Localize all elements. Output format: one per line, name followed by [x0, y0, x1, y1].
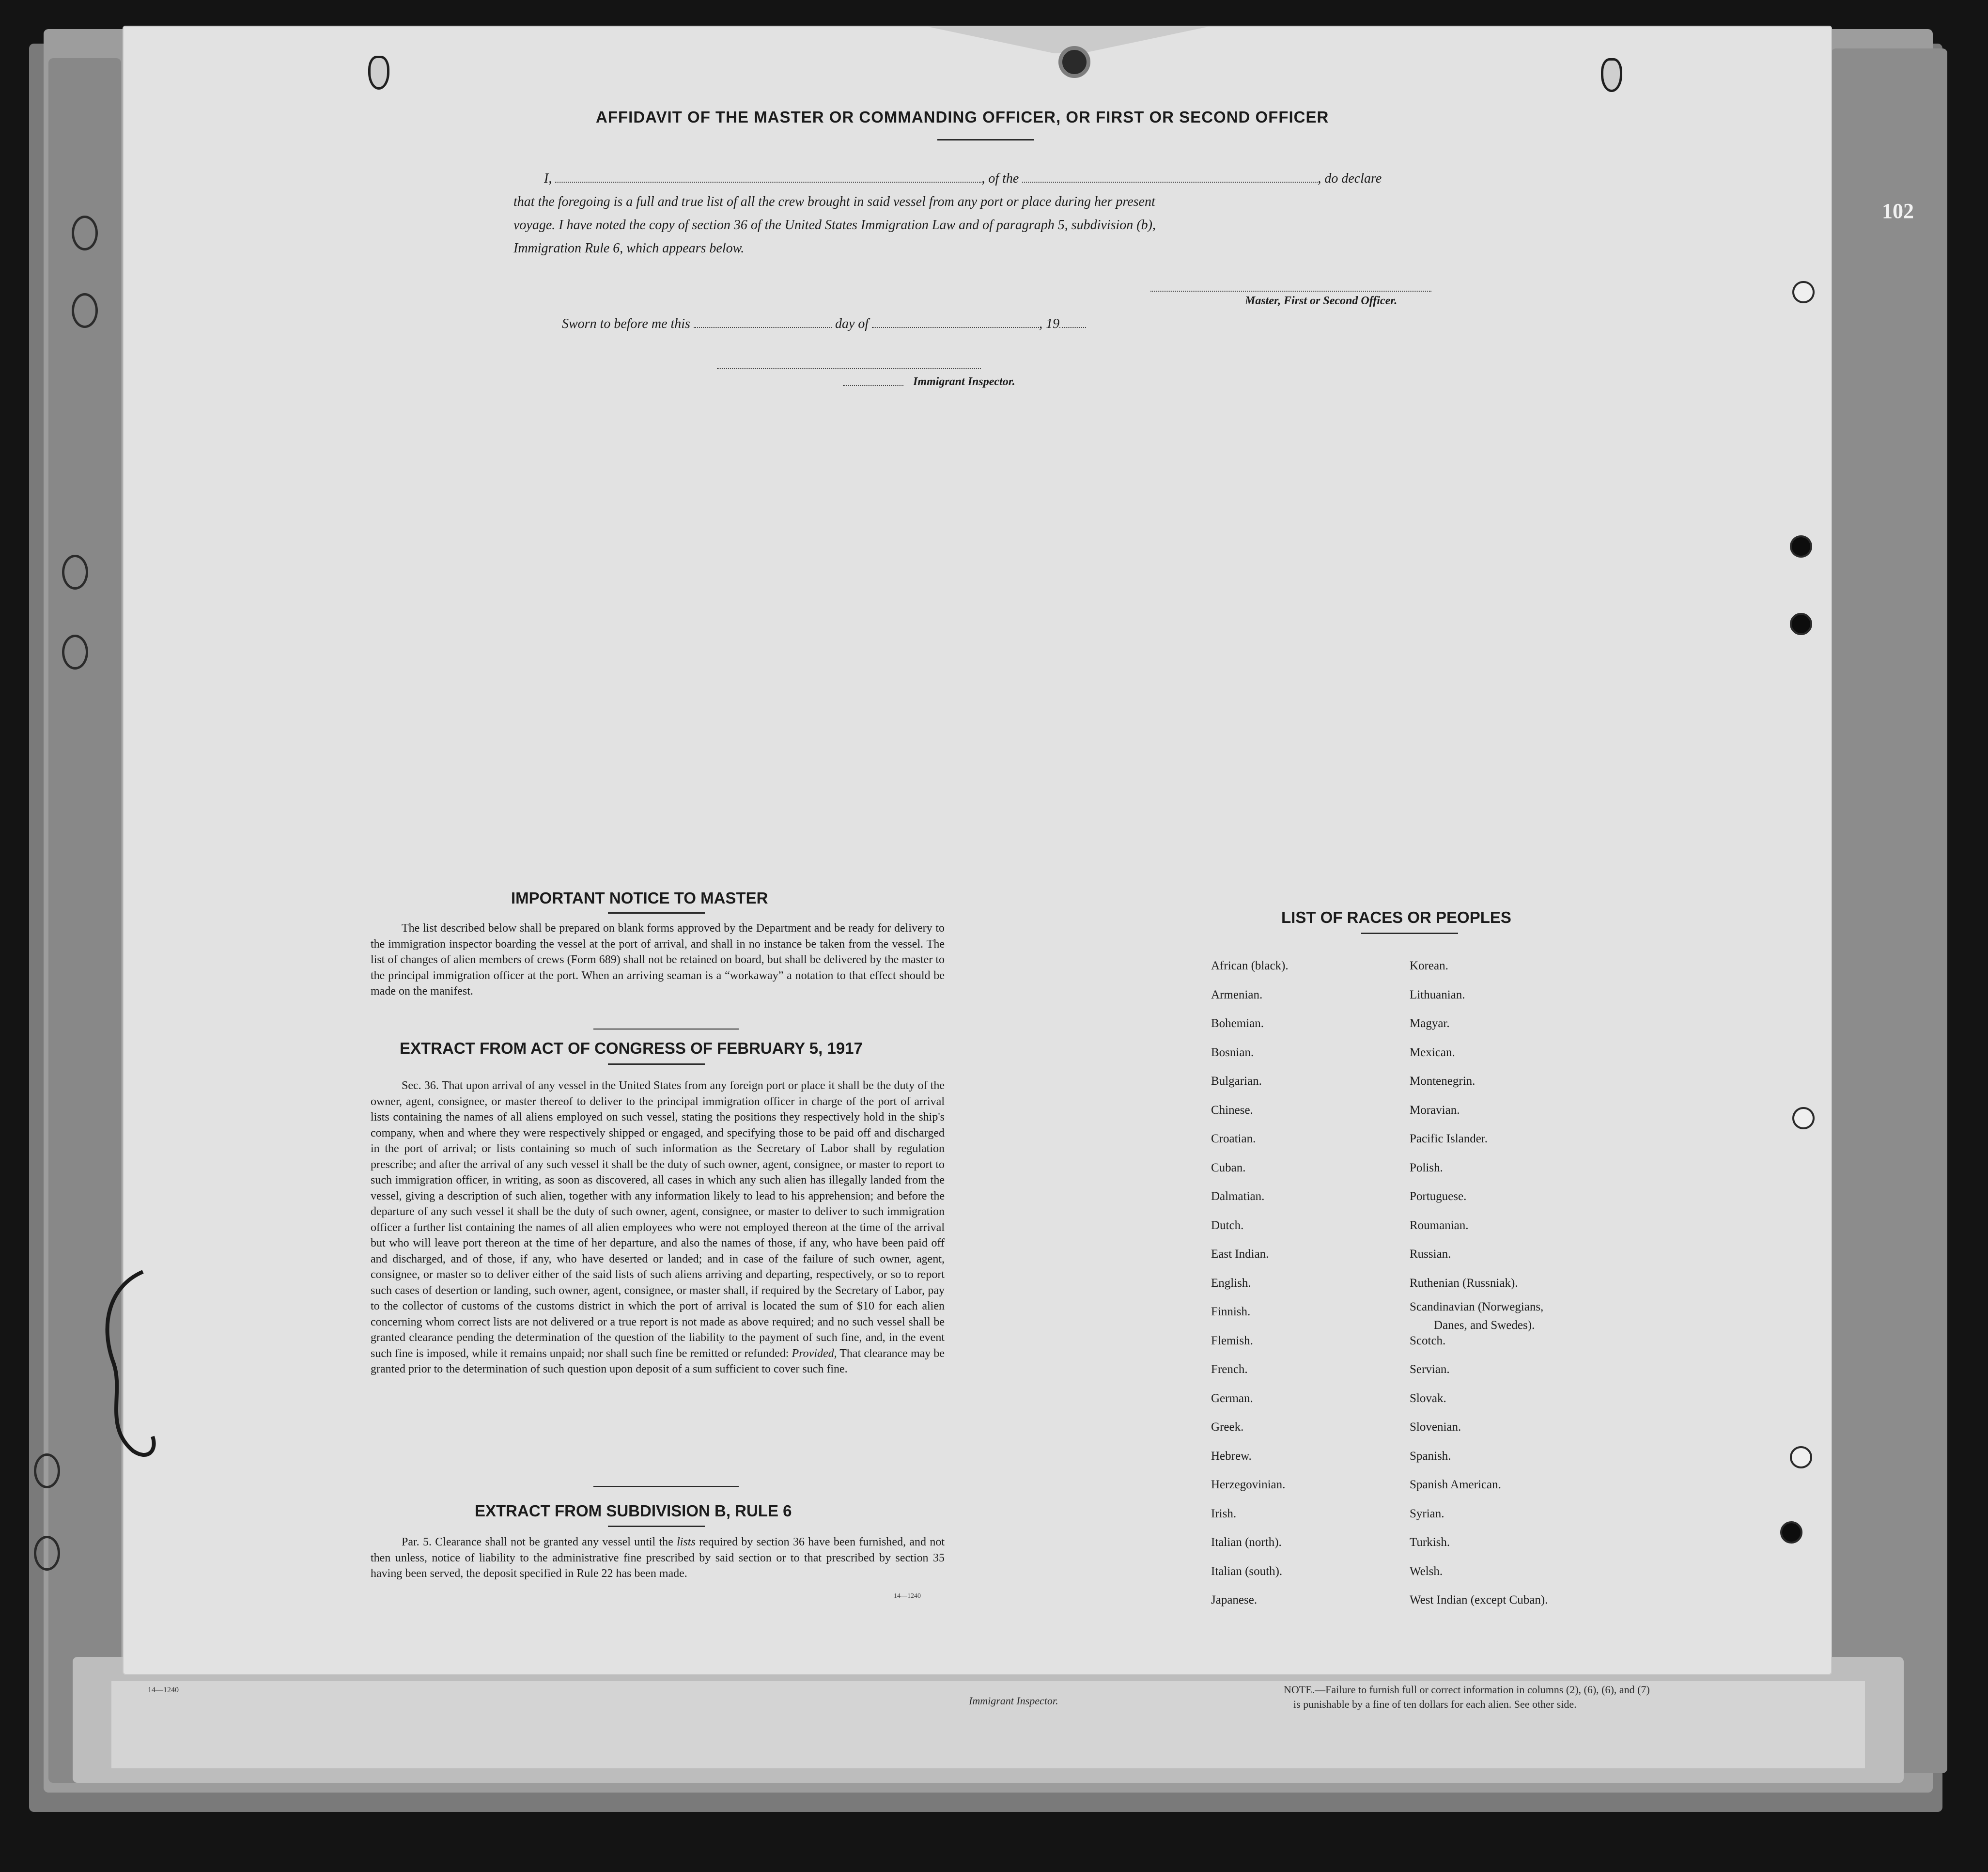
- affidavit-title: AFFIDAVIT OF THE MASTER OR COMMANDING OFFICER, OR FIRST OR SECOND OFFICER: [596, 108, 1329, 126]
- race-item: English.: [1211, 1276, 1251, 1290]
- race-item: Finnish.: [1211, 1305, 1251, 1318]
- punch-hole-icon: [1601, 58, 1622, 92]
- race-item: West Indian (except Cuban).: [1410, 1593, 1548, 1607]
- vessel-blank: [1022, 182, 1318, 183]
- race-item: Japanese.: [1211, 1593, 1258, 1607]
- race-item: Bosnian.: [1211, 1045, 1254, 1059]
- name-blank: [555, 182, 981, 183]
- signature-label: Master, First or Second Officer.: [1245, 295, 1398, 307]
- act-extract-title: EXTRACT FROM ACT OF CONGRESS OF FEBRUARY 5, 1917: [400, 1039, 863, 1057]
- race-item: German.: [1211, 1391, 1253, 1405]
- affidavit-line-4: Immigration Rule 6, which appears below.: [513, 241, 745, 256]
- race-item: Cuban.: [1211, 1161, 1246, 1174]
- inspector-signature-line: [717, 368, 981, 369]
- page-number: 102: [1882, 199, 1914, 223]
- races-title: LIST OF RACES OR PEOPLES: [1281, 908, 1511, 926]
- races-list: [1211, 959, 1647, 1607]
- race-item: Dutch.: [1211, 1218, 1244, 1232]
- race-item: Italian (south).: [1211, 1564, 1283, 1578]
- race-item: Armenian.: [1211, 988, 1263, 1001]
- punch-hole-icon: [1792, 1107, 1815, 1129]
- underlying-sheet-footer: [111, 1681, 1865, 1768]
- document-sheet: [124, 27, 1831, 1674]
- punch-hole-icon: [1790, 535, 1812, 558]
- race-item: Moravian.: [1410, 1103, 1460, 1117]
- race-item: Lithuanian.: [1410, 988, 1465, 1001]
- affidavit-line-2: that the foregoing is a full and true list of all the crew brought in said vessel from any port or place during her present: [513, 194, 1155, 209]
- race-item: Bulgarian.: [1211, 1075, 1262, 1088]
- race-item: Russian.: [1410, 1248, 1451, 1261]
- race-item: Herzegovinian.: [1211, 1478, 1286, 1491]
- punch-hole-icon: [34, 1536, 60, 1571]
- race-item: East Indian.: [1211, 1248, 1269, 1261]
- divider: [608, 912, 705, 914]
- race-item: Syrian.: [1410, 1507, 1444, 1520]
- divider: [608, 1526, 705, 1527]
- inspector-label: Immigrant Inspector.: [969, 1695, 1058, 1707]
- race-item: Mexican.: [1410, 1045, 1455, 1059]
- race-item: Greek.: [1211, 1420, 1244, 1434]
- punch-hole-icon: [1780, 1521, 1802, 1544]
- race-item: French.: [1211, 1363, 1248, 1376]
- punch-hole-icon: [1790, 1446, 1812, 1468]
- background-sheet-right: [1831, 48, 1947, 1773]
- race-item: Hebrew.: [1211, 1449, 1252, 1463]
- form-code: 14—1240: [894, 1592, 921, 1600]
- divider: [1361, 933, 1458, 934]
- race-item: Korean.: [1410, 959, 1448, 972]
- affidavit-line-1: I, , of the , do declare: [544, 171, 1382, 186]
- race-item: Servian.: [1410, 1363, 1450, 1376]
- race-item: Magyar.: [1410, 1017, 1450, 1030]
- punch-hole-icon: [62, 555, 88, 590]
- form-code: 14—1240: [148, 1686, 179, 1694]
- inspector-prefix-line: [843, 385, 903, 386]
- race-item-continuation: Danes, and Swedes).: [1434, 1319, 1535, 1332]
- binder-eyelet-icon: [1058, 46, 1090, 78]
- race-item: Montenegrin.: [1410, 1075, 1475, 1088]
- race-item: Irish.: [1211, 1507, 1237, 1520]
- punch-hole-icon: [34, 1453, 60, 1488]
- punch-hole-icon: [72, 293, 98, 328]
- divider: [593, 1486, 739, 1487]
- signature-line: [1150, 291, 1431, 292]
- punch-hole-icon: [368, 56, 389, 90]
- rule-extract-title: EXTRACT FROM SUBDIVISION B, RULE 6: [475, 1502, 792, 1520]
- notice-text: The list described below shall be prepared on blank forms approved by the Department and be ready for delivery to the immigration inspector boarding the vessel at the port of arrival, and shall in no instance be taken from the vessel. The list of changes of alien members of crews (Form 689) shall not be retained on board, but shall be delivered by the master to the principal immigration officer at the port. When an arriving seaman is a “workaway” a notation to that effect should be made on the manifest.: [371, 922, 945, 998]
- race-item: Spanish American.: [1410, 1478, 1501, 1491]
- race-item: Ruthenian (Russniak).: [1410, 1276, 1518, 1290]
- fine-note-line-2: is punishable by a fine of ten dollars for each alien. See other side.: [1293, 1698, 1577, 1710]
- race-item: Portuguese.: [1410, 1190, 1467, 1203]
- punch-hole-icon: [72, 216, 98, 250]
- race-item: Scotch.: [1410, 1334, 1446, 1347]
- year-blank: [1059, 327, 1086, 328]
- race-item: Chinese.: [1211, 1103, 1253, 1117]
- punch-hole-icon: [62, 635, 88, 670]
- race-item: Spanish.: [1410, 1449, 1451, 1463]
- punch-hole-icon: [1790, 613, 1812, 635]
- race-item: Flemish.: [1211, 1334, 1253, 1347]
- race-item: Polish.: [1410, 1161, 1443, 1174]
- race-item: Slovak.: [1410, 1391, 1446, 1405]
- race-item: Turkish.: [1410, 1536, 1450, 1549]
- race-item: Croatian.: [1211, 1132, 1256, 1145]
- divider: [937, 139, 1034, 140]
- divider: [593, 1029, 739, 1030]
- day-blank: [694, 327, 832, 328]
- fine-note-line-1: NOTE.—Failure to furnish full or correct information in columns (2), (6), (6), and (7): [1284, 1684, 1650, 1696]
- notice-title: IMPORTANT NOTICE TO MASTER: [511, 889, 768, 907]
- race-item: Bohemian.: [1211, 1017, 1264, 1030]
- race-item: Pacific Islander.: [1410, 1132, 1488, 1145]
- affidavit-line-3: voyage. I have noted the copy of section 36 of the United States Immigration Law and of paragraph 5, subdivision (b),: [513, 218, 1156, 233]
- inspector-label: Immigrant Inspector.: [913, 375, 1015, 388]
- race-item: Roumanian.: [1410, 1218, 1469, 1232]
- race-item: Scandinavian (Norwegians,: [1410, 1300, 1544, 1313]
- pen-scribble: [90, 1267, 167, 1470]
- race-item: Slovenian.: [1410, 1420, 1461, 1434]
- punch-hole-icon: [1792, 281, 1815, 303]
- race-item: Italian (north).: [1211, 1536, 1282, 1549]
- race-item: African (black).: [1211, 959, 1289, 972]
- act-extract-text: Sec. 36. That upon arrival of any vessel in the United States from any foreign port or place it shall be the duty of the owner, agent, consignee, or master thereof to deliver to the principal immigration officer in charge of the port of arrival lists containing the names of all aliens employed on such vessel, stating the positions they respectively hold in the ship's company, when and where they were respectively shipped or engaged, and specifying those to be paid off and discharged in the port of arrival; or lists containing so much of such information as the Secretary of Labor shall by regulation prescribe; and after the arrival of any such vessel it shall be the duty of such owner, agent, consignee, or master to report to such immigration officer, in writing, as soon as discovered, all cases in which any such alien has illegally landed from the vessel, giving a description of such alien, together with any information likely to lead to his apprehension; and before the departure of any such vessel it shall be the duty of such owner, agent, consignee, or master to deliver to such immigration officer a further list containing the names of all alien employees who were not employed thereon at the time of the arrival but who will leave port thereon at the time of her departure, and also the names of those, if any, who have been paid off and discharged, and of those, if any, who have deserted or landed; and in case of the failure of such owner, agent, consignee, or master so to deliver either of the said lists of such aliens arriving and departing, respectively, or so to report such cases of desertion or landing, such owner, agent, consignee, or master shall, if required by the Secretary of Labor, pay to the collector of customs of the customs district in which the port of arrival is located the sum of $10 for each alien concerning whom correct lists are not delivered or a true report is not made as above required; and no such vessel shall be granted clearance pending the determination of the question of the liability to the payment of such fine, and, in the event such fine is imposed, while it remains unpaid; nor shall such fine be remitted or refunded: Provided, That clearance may be granted prior to the determination of such question upon deposit of a sum sufficient to cover such fine.: [371, 1079, 945, 1375]
- rule-extract-text: Par. 5. Clearance shall not be granted any vessel until the lists required by section 36 have been furnished, and not then unless, notice of liability to the administrative fine prescribed by said section or to that prescribed by section 35 having been served, the deposit specified in Rule 22 has been made.: [371, 1536, 945, 1580]
- race-item: Dalmatian.: [1211, 1190, 1265, 1203]
- race-item: Welsh.: [1410, 1564, 1443, 1578]
- divider: [608, 1063, 705, 1065]
- sworn-line: Sworn to before me this day of , 19: [562, 312, 1086, 336]
- month-blank: [872, 327, 1039, 328]
